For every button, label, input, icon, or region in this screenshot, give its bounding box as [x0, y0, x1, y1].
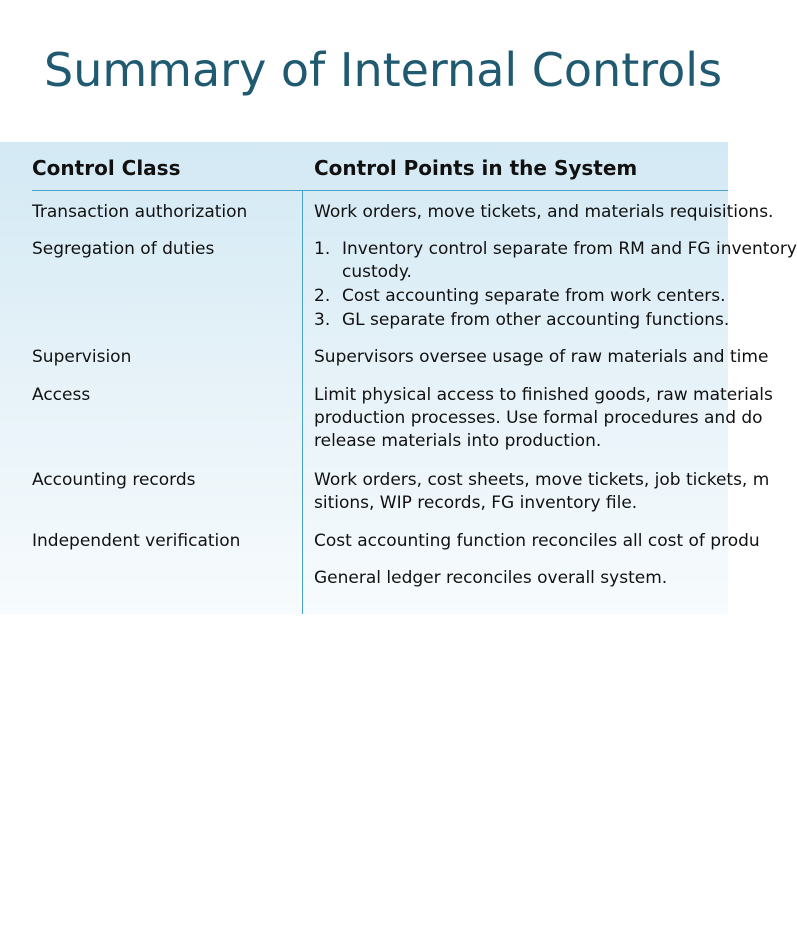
row-segregation-point-3: [314, 309, 729, 332]
header-control-class: Control Class: [32, 156, 181, 180]
list-text: Cost accounting separate from work centers.: [342, 286, 726, 306]
list-text: GL separate from other accounting functions.: [342, 310, 730, 330]
list-number: 2.: [314, 286, 331, 306]
header-control-points: Control Points in the System: [314, 156, 638, 180]
row-accounting-records-line-2: sitions, WIP records, FG inventory file.: [314, 493, 638, 513]
row-segregation-point-1: [314, 238, 797, 261]
row-access-point-line-2: production processes. Use formal procedures and do: [314, 408, 763, 428]
row-transaction-authorization-class: Transaction authorization: [32, 202, 248, 222]
row-access-point-line-1: Limit physical access to finished goods, raw materials: [314, 385, 773, 405]
column-divider: [302, 190, 303, 614]
row-independent-verification-class: Independent verification: [32, 531, 241, 551]
row-transaction-authorization-point: Work orders, move tickets, and materials requisitions.: [314, 202, 774, 222]
row-segregation-point-2: [314, 285, 726, 308]
slide-title: Summary of Internal Controls: [44, 43, 723, 97]
row-accounting-records-class: Accounting records: [32, 470, 196, 490]
row-segregation-class: Segregation of duties: [32, 239, 215, 259]
row-supervision-point: Supervisors oversee usage of raw materials and time: [314, 347, 769, 367]
row-access-class: Access: [32, 385, 91, 405]
list-number: 3.: [314, 310, 331, 330]
row-accounting-records-line-1: Work orders, cost sheets, move tickets, job tickets, m: [314, 470, 770, 490]
row-segregation-point-1-cont: custody.: [342, 262, 412, 282]
row-access-point-line-3: release materials into production.: [314, 431, 602, 451]
list-number: 1.: [314, 239, 331, 259]
header-divider: [32, 190, 728, 191]
list-text: Inventory control separate from RM and FG inventory: [342, 239, 797, 259]
row-independent-verification-point-2: General ledger reconciles overall system.: [314, 568, 668, 588]
row-supervision-class: Supervision: [32, 347, 132, 367]
row-independent-verification-point-1: Cost accounting function reconciles all cost of produ: [314, 531, 760, 551]
